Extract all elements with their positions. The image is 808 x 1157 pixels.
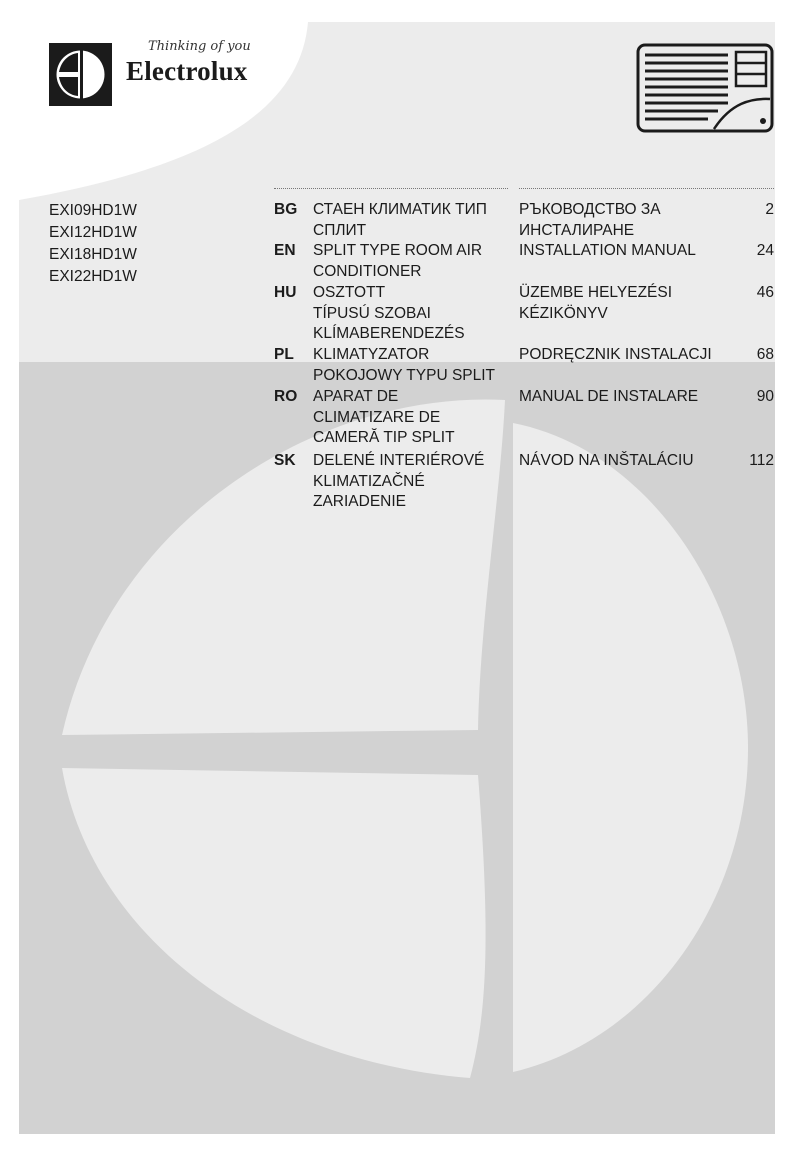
manual-title: PODRĘCZNIK INSTALACJI [519, 346, 712, 363]
page-number: 24 [756, 242, 774, 259]
page-number: 46 [756, 284, 774, 301]
model-number: EXI09HD1W [49, 202, 137, 219]
air-conditioner-unit-icon [636, 43, 774, 138]
brand-tagline: Thinking of you [148, 39, 251, 54]
product-title: СТАЕН КЛИМАТИК ТИП СПЛИТ [313, 201, 487, 239]
dotted-divider [519, 188, 774, 189]
electrolux-logo-icon [49, 43, 112, 106]
language-code: RO [274, 388, 298, 405]
model-number: EXI22HD1W [49, 268, 137, 285]
language-code: SK [274, 452, 296, 469]
brand-name: Electrolux [126, 56, 248, 86]
product-title: DELENÉ INTERIÉROVÉ KLIMATIZAČNÉ ZARIADENIE [313, 452, 485, 510]
language-code: HU [274, 284, 297, 301]
manual-title: РЪКОВОДСТВО ЗА ИНСТАЛИРАНЕ [519, 201, 661, 239]
manual-title: INSTALLATION MANUAL [519, 242, 696, 259]
manual-title: MANUAL DE INSTALARE [519, 388, 699, 405]
model-number: EXI12HD1W [49, 224, 137, 241]
language-code: BG [274, 201, 298, 218]
product-title: KLIMATYZATOR POKOJOWY TYPU SPLIT [313, 346, 496, 384]
page-number: 2 [765, 201, 774, 218]
page-number: 112 [749, 452, 774, 469]
product-title: APARAT DE CLIMATIZARE DE CAMERĂ TIP SPLIT [313, 388, 455, 446]
page-number: 68 [756, 346, 774, 363]
model-number: EXI18HD1W [49, 246, 137, 263]
language-code: EN [274, 242, 296, 259]
dotted-divider [274, 188, 508, 189]
product-title: SPLIT TYPE ROOM AIR CONDITIONER [313, 242, 483, 280]
manual-title: NÁVOD NA INŠTALÁCIU [519, 452, 694, 469]
manual-title: ÜZEMBE HELYEZÉSI KÉZIKÖNYV [519, 284, 673, 322]
product-title: OSZTOTT TÍPUSÚ SZOBAI KLÍMABERENDEZÉS [313, 284, 465, 342]
language-code: PL [274, 346, 294, 363]
page-number: 90 [756, 388, 774, 405]
